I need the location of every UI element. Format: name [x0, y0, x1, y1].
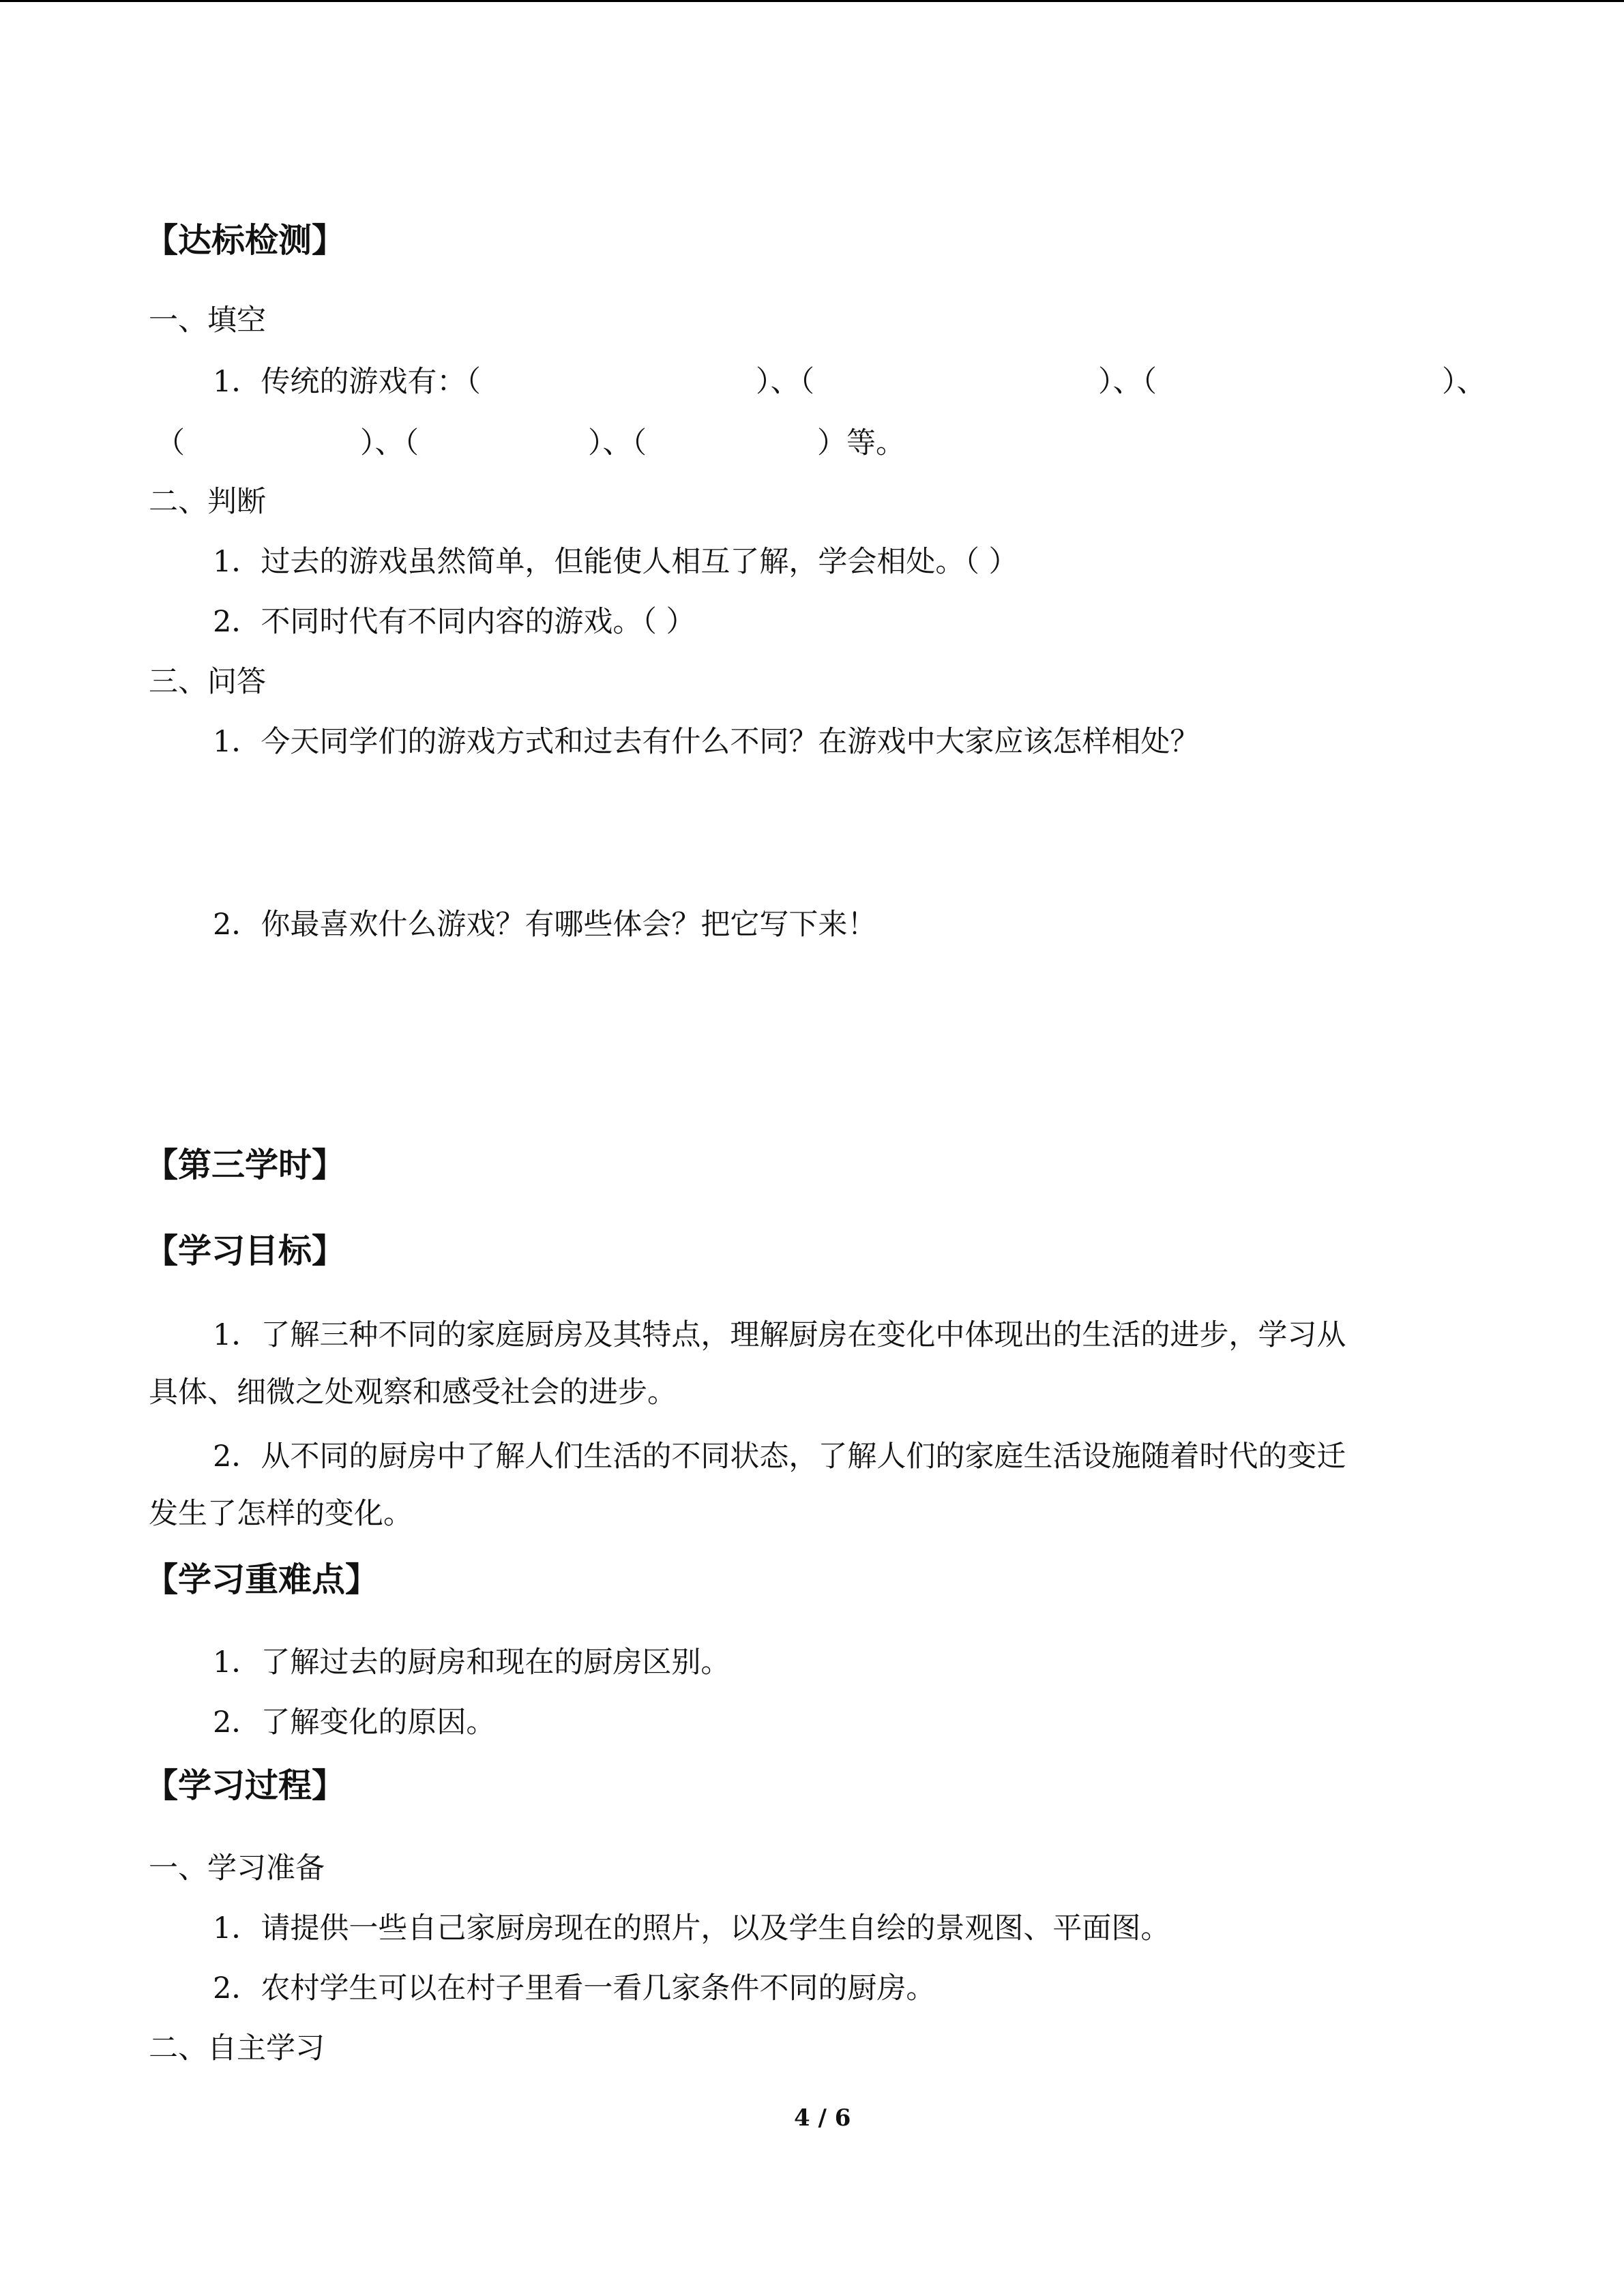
fill-blank-q1-line2-sep1: ）、（: [360, 426, 419, 460]
section-heading-check: 【达标检测】: [145, 221, 346, 260]
page-number: 4 / 6: [794, 2104, 851, 2132]
fill-blank-q1-line2-start: （: [156, 426, 185, 460]
judge-q2: 2．不同时代有不同内容的游戏。（ ）: [213, 605, 696, 639]
process-heading: 【学习过程】: [145, 1766, 346, 1805]
qa-q2: 2．你最喜欢什么游戏？有哪些体会？把它写下来！: [213, 908, 877, 942]
part3-title: 三、问答: [149, 665, 266, 699]
part1-title: 一、填空: [149, 303, 266, 338]
fill-blank-q1-line1-end: ）、: [1442, 365, 1486, 399]
self-study-title: 二、自主学习: [149, 2031, 325, 2066]
fill-blank-q1-line1-sep2: ）、（: [1098, 365, 1157, 399]
key-points-heading: 【学习重难点】: [145, 1560, 379, 1599]
top-border-line: [0, 0, 1624, 2]
goal2-line2: 发生了怎样的变化。: [149, 1497, 413, 1531]
lesson3-heading: 【第三学时】: [145, 1146, 346, 1184]
fill-blank-q1-line2-sep2: ）、（: [588, 426, 647, 460]
part2-title: 二、判断: [149, 485, 266, 519]
prep-title: 一、学习准备: [149, 1851, 325, 1885]
goals-heading: 【学习目标】: [145, 1232, 346, 1270]
judge-q1: 1．过去的游戏虽然简单，但能使人相互了解，学会相处。（ ）: [213, 545, 1018, 579]
key-point-2: 2．了解变化的原因。: [213, 1705, 496, 1740]
goal1-line1: 1．了解三种不同的家庭厨房及其特点，理解厨房在变化中体现出的生活的进步，学习从: [213, 1318, 1346, 1352]
fill-blank-q1-line1-sep1: ）、（: [756, 365, 814, 399]
goal1-line2: 具体、细微之处观察和感受社会的进步。: [149, 1375, 677, 1410]
fill-blank-q1-line1-start: 1．传统的游戏有：（: [213, 365, 481, 399]
key-point-1: 1．了解过去的厨房和现在的厨房区别。: [213, 1645, 730, 1680]
prep-item-1: 1．请提供一些自己家厨房现在的照片，以及学生自绘的景观图、平面图。: [213, 1911, 1170, 1945]
prep-item-2: 2．农村学生可以在村子里看一看几家条件不同的厨房。: [213, 1971, 936, 2006]
qa-q1: 1．今天同学们的游戏方式和过去有什么不同？在游戏中大家应该怎样相处？: [213, 725, 1200, 759]
goal2-line1: 2．从不同的厨房中了解人们生活的不同状态，了解人们的家庭生活设施随着时代的变迁: [213, 1440, 1346, 1474]
fill-blank-q1-line2-end: ）等。: [817, 426, 905, 460]
